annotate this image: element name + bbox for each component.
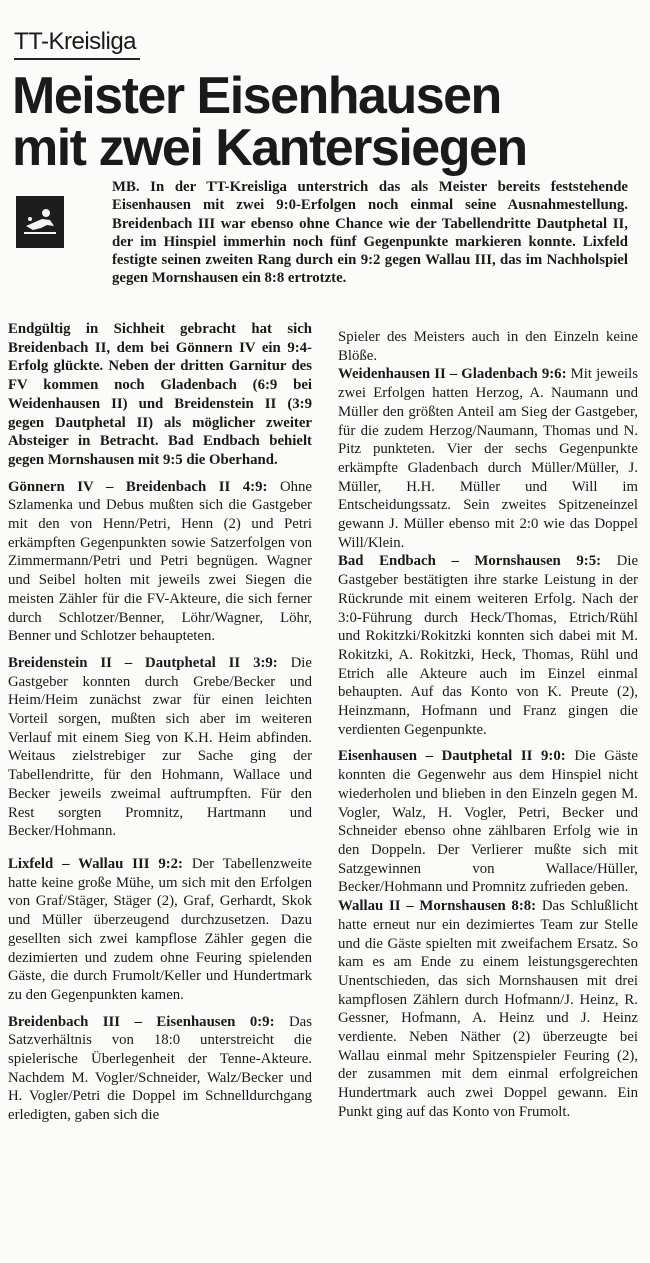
lead-text: MB. In der TT-Kreisliga unterstrich das als Meister bereits feststehende Eisenhausen mit zwei 9:0-Erfolgen noch einmal seine Ausnahmestellung. Breidenbach III war ebenso ohne Chance wie der Tabellendritte Dautphetal II, der im Hinspiel immerhin noch fünf Gegenpunkte markieren konnte. Lixfeld festigte seinen zweiten Rang durch ein 9:2 gegen Wallau III, das im Nachholspiel gegen Mornshausen ein 8:8 ertrotzte. [112, 179, 628, 287]
match-heading: Eisenhausen – Dautphetal II 9:0: [338, 748, 566, 765]
lead-indent [14, 178, 112, 272]
section-kicker: TT-Kreisliga [14, 28, 140, 60]
report-breidenstein-dautphetal [8, 654, 312, 841]
headline [12, 67, 632, 177]
match-text: Der Tabellenzweite hatte keine große Mühe, um sich mit den Erfolgen von Graf/Stäger, Stäger (2), Graf, Gerhardt, Skok und Müller überzeugend durchzusetzen. Dazu gesellten sich zwei kampflose Zähler gegen die dezimierten und zudem ohne Feuring spielenden Gäste, die durch Frumolt/Keller und Hundertmark zu den Gegenpunkten kamen. [8, 855, 312, 1003]
match-text: Die Gäste konnten die Gegenwehr aus dem Hinspiel nicht wiederholen und blieben in den Einzeln gegen M. Vogler, Walz, H. Vogler, Petri, Becker und Schneider ebenso ohne zählbaren Erfolg wie in den Doppeln. Der Verlierer mußte sich mit Satzgewinnen von Wallace/Hüller, Becker/Hohmann und Promnitz zufrieden geben. [338, 748, 638, 896]
match-heading: Wallau II – Mornshausen 8:8: [338, 898, 537, 915]
headline-line-1: Meister Eisenhausen [12, 67, 501, 125]
report-breidenbach-eisenhausen [8, 1013, 312, 1125]
lead-paragraph [14, 178, 628, 288]
right-column [338, 328, 638, 1122]
match-heading: Bad Endbach – Mornshausen 9:5: [338, 553, 602, 570]
match-text: Ohne Szlamenka und Debus mußten sich die Gastgeber mit den von Henn/Petri, Henn (2) und Petri erkämpften Gegenpunkten sowie Satzerfolgen von Zimmermann/Petri und Petri begnügen. Wagner und Seibel holten mit jeweils zwei Siegen die meisten Zähler für die FV-Akteure, die sich ferner durch Schlotzer/Benner, Löhr/Wagner, Löhr, Benner und Schlotzer behaupteten. [8, 478, 312, 645]
match-text: Das Schlußlicht hatte erneut nur ein dezimiertes Team zur Stelle und die Gäste spielten mit zweifachem Ersatz. So kam es am Ende zu einem leistungsgerechten Unentschieden, das sich Mornshausen mit drei kampflosen Zählern durch Hofmann/J. Heinz, R. Gessner, Hofmann, A. Heinz und J. Heinz verdiente. Neben Näther (2) überzeugte bei Wallau einmal mehr Spitzenspieler Feuring (2), der zusammen mit dem einmal erfolgreichen Hundertmark auch zwei Doppel gewann. Ein Punkt ging auf das Konto von Frumolt. [338, 898, 638, 1120]
headline-line-2: mit zwei Kantersiegen [12, 119, 527, 177]
match-text: Mit jeweils zwei Erfolgen hatten Herzog, A. Naumann und Müller den größten Anteil am Sieg der Gastgeber, für die zudem Herzog/Naumann, Thomas und N. Pitz punkteten. Vier der sechs Gegenpunkte erkämpfte Gladenbach durch Müller/Müller, J. Müller, H.H. Müller und Will im Entscheidungssatz. Sein zweites Spitzeneinzel gewann J. Müller ebenso mit 2:0 wie das Doppel Will/Klein. [338, 366, 638, 551]
match-heading: Breidenstein II – Dautphetal II 3:9: [8, 654, 278, 671]
report-eisenhausen-dautphetal [338, 747, 638, 897]
match-heading: Lixfeld – Wallau III 9:2: [8, 855, 183, 872]
intro-paragraph: Endgültig in Sichheit gebracht hat sich Breidenbach II, dem bei Gönnern IV ein 9:4-Erfolg glückte. Neben der dritten Garnitur des FV kommen noch Gladenbach (6:9 bei Weidenhausen II) und Breidenstein II (3:9 gegen Dautphetal II) als möglicher zweiter Absteiger in Betracht. Bad Endbach behielt gegen Mornshausen mit 9:5 die Oberhand. [8, 321, 312, 468]
match-text: Die Gastgeber bestätigten ihre starke Leistung in der Rückrunde mit einem weiteren Erfolg. Nach der 3:0-Führung durch Heck/Thomas, Etrich/Rühl und Rokitzki/Rokitzki konnten sich dabei mit M. Rokitzki, A. Rokitzki, Heck, Thomas, Rühl und Etrich alle Akteure auch im Einzel einmal behaupten. Auf das Konto von K. Preute (2), Heinzmann, Hofmann und Franz gingen die verdienten Gegenpunkte. [338, 553, 639, 738]
left-column [8, 320, 312, 1125]
report-wallau-mornshausen [338, 897, 638, 1121]
match-heading: Breidenbach III – Eisenhausen 0:9: [8, 1013, 275, 1030]
match-text: Die Gastgeber konnten durch Grebe/Becker und Heim/Heim zunächst zwar für einen leichten Vorteil sorgen, mußten sich aber im weiteren Verlauf mit einem Sieg von K.H. Heim abfinden. Weitaus zielstrebiger zur Sache ging der Tabellendritte, für den Hohmann, Wallace und Becker jeweils zweimal auftrumpften. Für den Rest sorgten Promnitz, Hartmann und Becker/Hohmann. [8, 654, 312, 840]
match-heading: Weidenhausen II – Gladenbach 9:6: [338, 366, 567, 383]
continuation-text: Spieler des Meisters auch in den Einzeln keine Blöße. [338, 329, 638, 364]
report-lixfeld-wallau [8, 855, 312, 1005]
report-goennern-breidenbach [8, 478, 312, 646]
match-text: Das Satzverhältnis von 18:0 unterstreicht die spielerische Überlegenheit der Tenne-Akteure. Nachdem M. Vogler/Schneider, Walz/Becker und H. Vogler/Petri die Doppel im Schnelldurchgang erledigten, gaben sich die [8, 1013, 312, 1124]
report-badendbach-mornshausen [338, 552, 638, 739]
match-heading: Gönnern IV – Breidenbach II 4:9: [8, 478, 268, 495]
report-weidenhausen-gladenbach [338, 365, 638, 552]
